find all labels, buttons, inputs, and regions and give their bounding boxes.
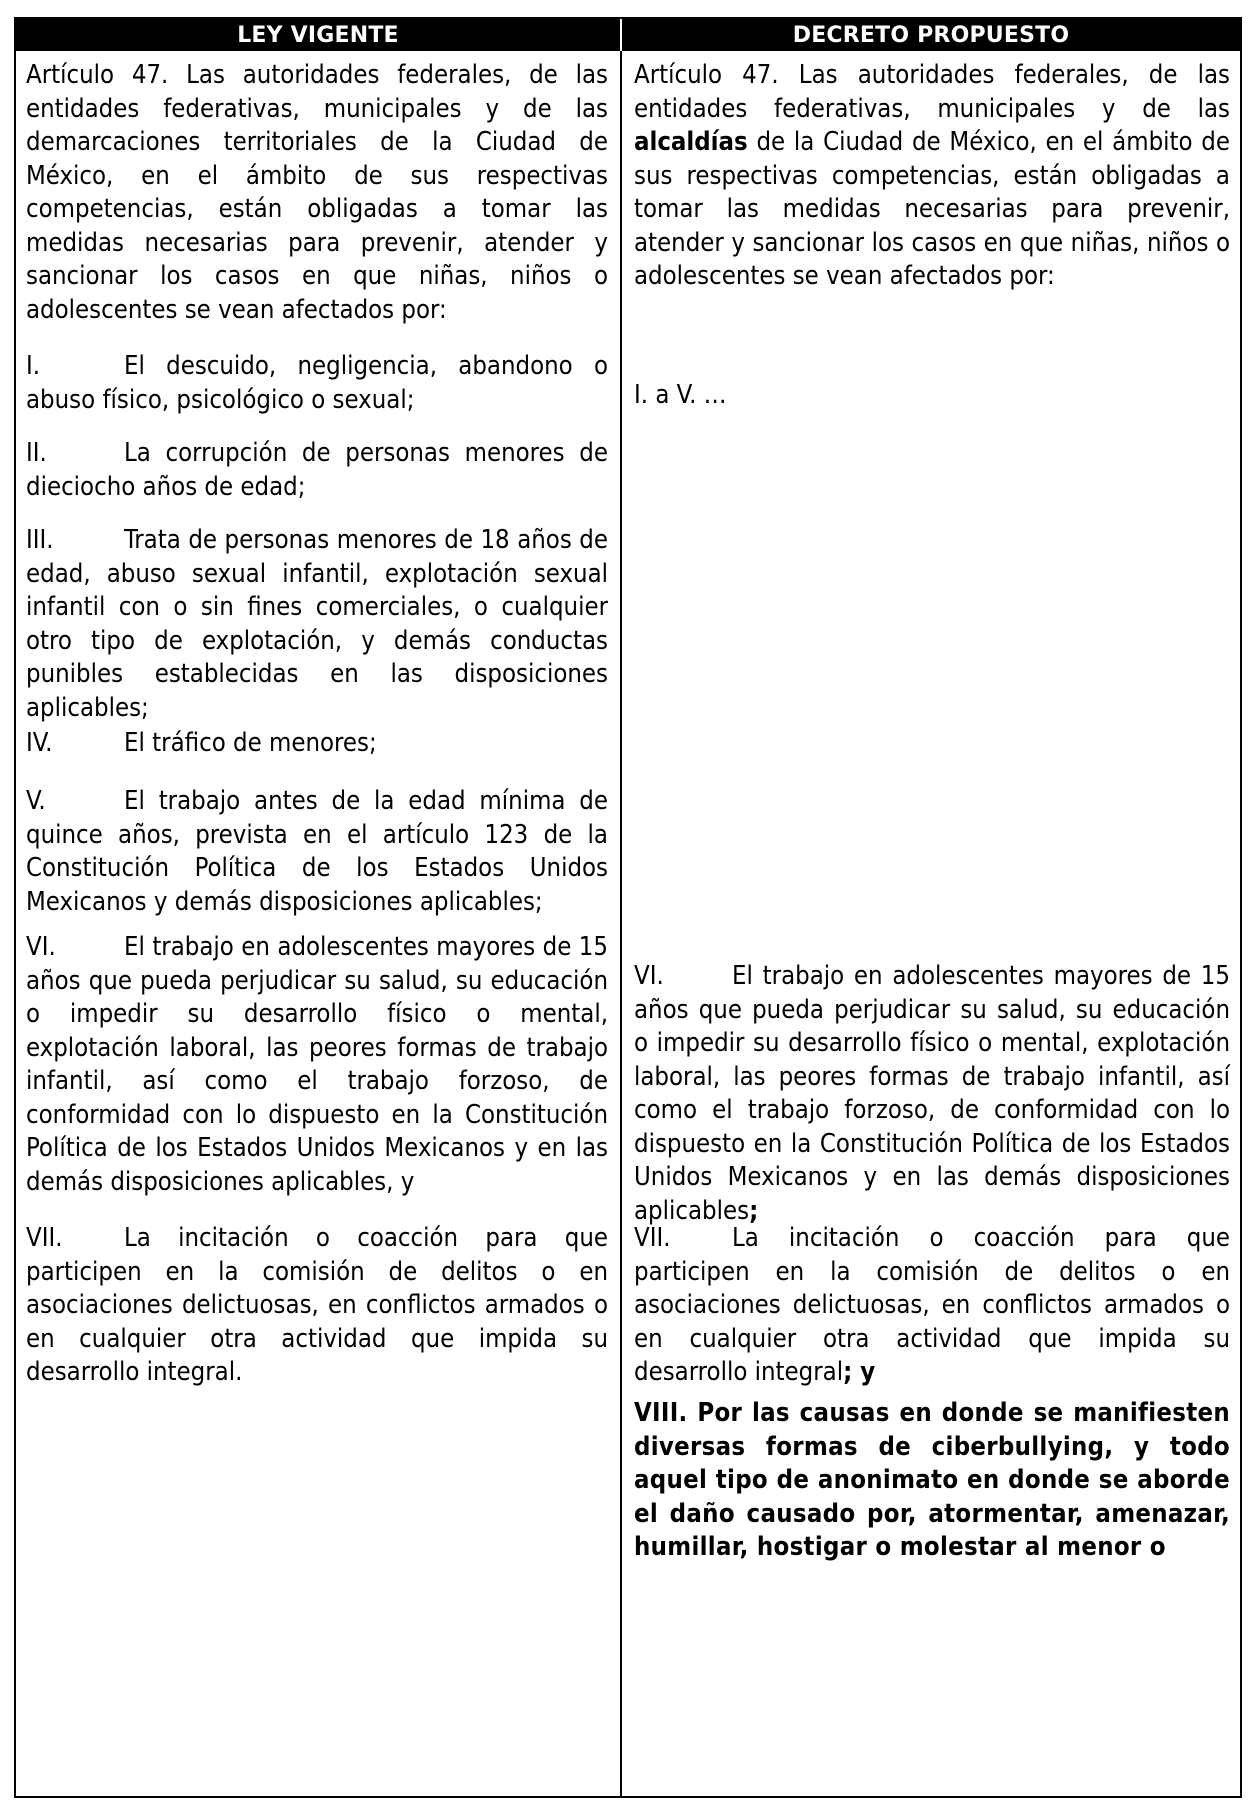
right-range (634, 379, 1230, 413)
right-item-vii (634, 1222, 1230, 1390)
left-intro-text: Artículo 47. Las autoridades federales, de las entidades federativas, municipales y de las demarcaciones territoriales de la Ciudad de México, en el ámbito de sus respectivas competencias, están obligadas a tomar las medidas necesarias para prevenir, atender y sancionar los casos en que niñas, niños o adolescentes se vean afectados por: (26, 60, 608, 325)
table-header (16, 19, 1240, 51)
left-item-vi (26, 931, 608, 1199)
right-item-vii-num: VII. (634, 1223, 671, 1253)
right-intro-a: Artículo 47. Las autoridades federales, de las entidades federativas, municipales y de las (634, 60, 1230, 124)
right-range-text: I. a V. … (634, 380, 727, 410)
right-item-vi-num: VI. (634, 961, 664, 991)
left-item-i-text: El descuido, negligencia, abandono o abuso físico, psicológico o sexual; (26, 351, 608, 415)
right-intro-bold: alcaldías (634, 127, 748, 157)
left-item-i-num: I. (26, 351, 41, 381)
left-item-iv-num: IV. (26, 728, 53, 758)
header-ley-vigente: LEY VIGENTE (237, 22, 399, 48)
column-divider (620, 51, 622, 1796)
left-item-iii (26, 524, 608, 725)
right-item-vii-end: ; y (843, 1357, 876, 1387)
right-item-viii (634, 1397, 1230, 1565)
left-item-vii (26, 1222, 608, 1390)
left-item-vii-num: VII. (26, 1223, 63, 1253)
left-item-iv (26, 727, 608, 761)
right-item-viii-text: VIII. Por las causas en donde se manifiesten diversas formas de ciberbullying, y todo aquel tipo de anonimato en donde se aborde el daño causado por, atormentar, amenazar, humillar, hostigar o molestar al menor o (634, 1398, 1230, 1562)
right-intro (634, 59, 1230, 294)
left-item-ii-num: II. (26, 438, 47, 468)
left-item-iii-text: Trata de personas menores de 18 años de edad, abuso sexual infantil, explotación sexual infantil con o sin fines comerciales, o cualquier otro tipo de explotación, y demás conductas punibles establecidas en las disposiciones aplicables; (26, 525, 608, 723)
right-item-vi-end: ; (749, 1195, 759, 1226)
left-item-iv-text: El tráfico de menores; (124, 728, 377, 758)
left-item-vi-num: VI. (26, 932, 56, 962)
left-item-i (26, 350, 608, 417)
left-item-iii-num: III. (26, 525, 54, 555)
comparison-table (14, 17, 1242, 1798)
left-item-ii (26, 437, 608, 504)
left-item-vi-text: El trabajo en adolescentes mayores de 15 años que pueda perjudicar su salud, su educación o impedir su desarrollo físico o mental, explotación laboral, las peores formas de trabajo infantil, así como el trabajo forzoso, de conformidad con lo dispuesto en la Constitución Política de los Estados Unidos Mexicanos y en las demás disposiciones aplicables, y (26, 932, 608, 1197)
right-item-vii-text: La incitación o coacción para que participen en la comisión de delitos o en asociaciones delictuosas, en conflictos armados o en cualquier otra actividad que impida su desarrollo integral (634, 1223, 1230, 1387)
left-item-ii-text: La corrupción de personas menores de dieciocho años de edad; (26, 438, 608, 502)
left-item-v-num: V. (26, 786, 46, 816)
left-item-v-text: El trabajo antes de la edad mínima de quince años, prevista en el artículo 123 de la Constitución Política de los Estados Unidos Mexicanos y demás disposiciones aplicables; (26, 786, 608, 917)
left-item-v (26, 785, 608, 919)
right-item-vi (634, 960, 1230, 1228)
header-decreto-propuesto: DECRETO PROPUESTO (620, 19, 1240, 51)
right-item-vi-text: El trabajo en adolescentes mayores de 15 años que pueda perjudicar su salud, su educación o impedir su desarrollo físico o mental, explotación laboral, las peores formas de trabajo infantil, así como el trabajo forzoso, de conformidad con lo dispuesto en la Constitución Política de los Estados Unidos Mexicanos y en las demás disposiciones aplicables (634, 961, 1230, 1226)
left-item-vii-text: La incitación o coacción para que participen en la comisión de delitos o en asociaciones delictuosas, en conflictos armados o en cualquier otra actividad que impida su desarrollo integral. (26, 1223, 608, 1387)
left-intro (26, 59, 608, 327)
right-intro-b: de la Ciudad de México, en el ámbito de sus respectivas competencias, están obligadas a tomar las medidas necesarias para prevenir, atender y sancionar los casos en que niñas, niños o adolescentes se vean afectados por: (634, 127, 1230, 291)
